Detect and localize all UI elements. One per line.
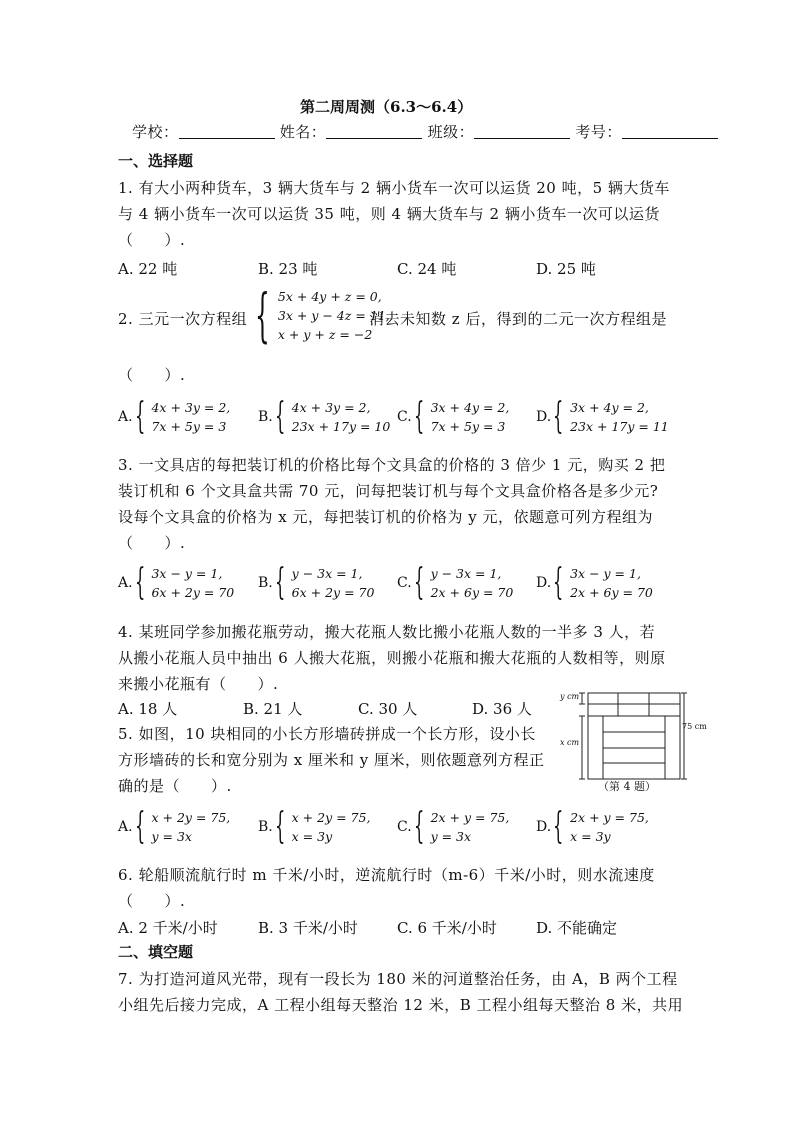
q4-line3: 来搬小花瓶有（ ）. — [118, 675, 279, 693]
q3-line2: 装订机和 6 个文具盒共需 70 元，问每把装订机与每个文具盒价格各是多少元? — [118, 482, 659, 500]
school-blank[interactable] — [179, 122, 275, 139]
tile-figure — [560, 688, 710, 804]
figure-caption: （第 4 题） — [598, 780, 656, 793]
q4-line1: 4. 某班同学参加搬花瓶劳动，搬大花瓶人数比搬小花瓶人数的一半多 3 人，若 — [118, 623, 656, 641]
brace-icon: { — [134, 806, 145, 847]
q5-option-a[interactable]: A. { x + 2y = 75, y = 3x — [118, 806, 231, 847]
name-label: 姓名： — [279, 123, 327, 141]
q4-option-c[interactable]: C. 30 人 — [358, 700, 418, 718]
info-line — [132, 119, 718, 145]
brace-icon: { — [134, 396, 145, 437]
page-title: 第二周周测（6.3～6.4） — [300, 98, 473, 116]
q3-option-a[interactable]: A. { 3x − y = 1, 6x + 2y = 70 — [118, 562, 235, 603]
q1-line1: 1. 有大小两种货车，3 辆大货车与 2 辆小货车一次可以运货 20 吨，5 辆大货车 — [118, 179, 670, 197]
q5-option-c[interactable]: C. { 2x + y = 75, y = 3x — [397, 806, 510, 847]
q5-line2: 方形墙砖的长和宽分别为 x 厘米和 y 厘米，则依题意列方程正 — [118, 751, 545, 769]
q1-line2: 与 4 辆小货车一次可以运货 35 吨，则 4 辆大货车与 2 辆小货车一次可以运货 — [118, 205, 660, 223]
q5-option-d[interactable]: D. { 2x + y = 75, x = 3y — [536, 806, 649, 847]
brace-icon: { — [413, 806, 424, 847]
brace-icon: { — [553, 396, 564, 437]
q6-option-a[interactable]: A. 2 千米/小时 — [118, 919, 218, 937]
q4-option-b[interactable]: B. 21 人 — [243, 700, 303, 718]
school-label: 学校： — [132, 123, 179, 141]
q2-suffix: 消去未知数 z 后，得到的二元一次方程组是 — [369, 310, 667, 328]
name-blank[interactable] — [326, 122, 422, 139]
section-heading-choice: 一、选择题 — [118, 152, 194, 170]
y-cm-label: y cm — [560, 692, 580, 701]
x-cm-label: x cm — [560, 738, 580, 747]
brace-icon: { — [255, 281, 270, 349]
q2-eq3: x + y + z = −2 — [277, 326, 373, 342]
q6-option-c[interactable]: C. 6 千米/小时 — [397, 919, 497, 937]
q2-paren: （ ）. — [118, 366, 186, 384]
q3-line4: （ ）. — [118, 534, 186, 552]
q3-option-d[interactable]: D. { 3x − y = 1, 2x + 6y = 70 — [536, 562, 653, 603]
q1-option-b[interactable]: B. 23 吨 — [258, 260, 318, 278]
brace-icon: { — [134, 562, 145, 603]
q2-option-d[interactable]: D. { 3x + 4y = 2, 23x + 17y = 11 — [536, 396, 669, 437]
q1-option-a[interactable]: A. 22 吨 — [118, 260, 178, 278]
exam-no-label: 考号： — [575, 123, 622, 141]
q6-option-b[interactable]: B. 3 千米/小时 — [258, 919, 358, 937]
q7-line2: 小组先后接力完成，A 工程小组每天整治 12 米，B 工程小组每天整治 8 米，共用 — [118, 996, 684, 1014]
q5-option-b[interactable]: B. { x + 2y = 75, x = 3y — [258, 806, 371, 847]
q1-line3: （ ）. — [118, 231, 186, 249]
q2-prefix: 2. 三元一次方程组 — [118, 310, 248, 328]
q4-option-a[interactable]: A. 18 人 — [118, 700, 178, 718]
q6-option-d[interactable]: D. 不能确定 — [536, 919, 618, 937]
q3-line1: 3. 一文具店的每把装订机的价格比每个文具盒的价格的 3 倍少 1 元，购买 2 把 — [118, 456, 666, 474]
height-label: 75 cm — [682, 722, 707, 731]
q5-line3: 确的是（ ）. — [118, 777, 232, 795]
q3-option-c[interactable]: C. { y − 3x = 1, 2x + 6y = 70 — [397, 562, 514, 603]
q4-option-d[interactable]: D. 36 人 — [472, 700, 532, 718]
brace-icon: { — [553, 562, 564, 603]
q4-line2: 从搬小花瓶人员中抽出 6 人搬大花瓶，则搬小花瓶和搬大花瓶的人数相等，则原 — [118, 649, 666, 667]
q2-eq1: 5x + 4y + z = 0, — [277, 288, 382, 304]
brace-icon: { — [553, 806, 564, 847]
q2-option-c[interactable]: C. { 3x + 4y = 2, 7x + 5y = 3 — [397, 396, 510, 437]
q1-option-c[interactable]: C. 24 吨 — [397, 260, 457, 278]
q3-option-b[interactable]: B. { y − 3x = 1, 6x + 2y = 70 — [258, 562, 375, 603]
brace-icon: { — [413, 562, 424, 603]
q2-option-b[interactable]: B. { 4x + 3y = 2, 23x + 17y = 10 — [258, 396, 391, 437]
q6-line1: 6. 轮船顺流航行时 m 千米/小时，逆流航行时（m-6）千米/小时，则水流速度 — [118, 866, 655, 884]
class-label: 班级： — [427, 123, 475, 141]
q2-option-a[interactable]: A. { 4x + 3y = 2, 7x + 5y = 3 — [118, 396, 231, 437]
brace-icon: { — [274, 396, 286, 437]
q6-line2: （ ）. — [118, 892, 186, 910]
q7-line1: 7. 为打造河道风光带，现有一段长为 180 米的河道整治任务，由 A，B 两个工程 — [118, 970, 678, 988]
brace-icon: { — [413, 396, 424, 437]
exam-no-blank[interactable] — [622, 122, 718, 139]
brace-icon: { — [274, 562, 286, 603]
q2-eq2: 3x + y − 4z = 11, — [277, 307, 390, 323]
q3-line3: 设每个文具盒的价格为 x 元，每把装订机的价格为 y 元，依题意可列方程组为 — [118, 508, 654, 526]
q5-line1: 5. 如图，10 块相同的小长方形墙砖拼成一个长方形，设小长 — [118, 725, 536, 743]
brace-icon: { — [274, 806, 286, 847]
class-blank[interactable] — [474, 122, 570, 139]
section-heading-fill: 二、填空题 — [118, 943, 194, 961]
q1-option-d[interactable]: D. 25 吨 — [536, 260, 596, 278]
